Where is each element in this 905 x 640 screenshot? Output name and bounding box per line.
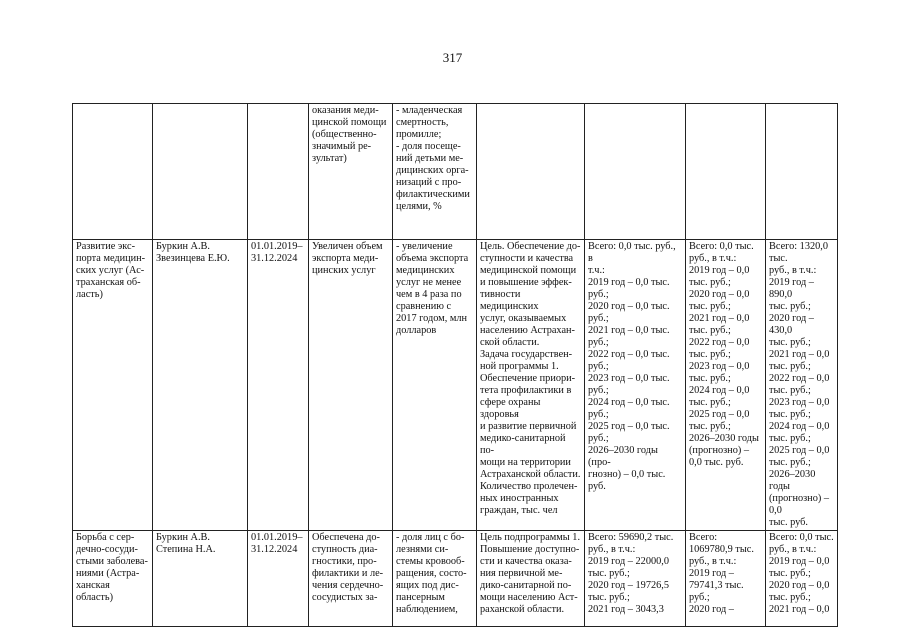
table-row xyxy=(73,104,838,240)
project-name-cell: Развитие экс- порта медицин- ских услуг (Ас- траханская об- ласть) xyxy=(73,240,153,531)
indicator-cell: - младенческая смертность, промилле; - доля посеще- ний детьми ме- дицинских орга- низаций с про- филактическими целями, % xyxy=(393,104,477,240)
period-cell: 01.01.2019– 31.12.2024 xyxy=(248,240,309,531)
project-name-cell: Борьба с сер- дечно-сосуди- стыми заболева- ниями (Астра- ханская область) xyxy=(73,531,153,627)
result-cell: оказания меди- цинской помощи (общественно- значимый ре- зультат) xyxy=(309,104,393,240)
responsible-cell xyxy=(153,104,248,240)
goal-cell: Цель подпрограммы 1. Повышение доступно- сти и качества оказа- ния первичной ме- дико-санитарной по- мощи населению Аст- раханской области. xyxy=(477,531,585,627)
goal-cell xyxy=(477,104,585,240)
funding-cell-3: Всего: 1320,0 тыс. руб., в т.ч.: 2019 год – 890,0 тыс. руб.; 2020 год – 430,0 тыс. руб.; 2021 год – 0,0 тыс. руб.; 2022 год – 0,0 тыс. руб.; 2023 год – 0,0 тыс. руб.; 2024 год – 0,0 тыс. руб.; 2025 год – 0,0 тыс. руб.; 2026–2030 годы (прогнозно) – 0,0 тыс. руб. xyxy=(766,240,838,531)
funding-cell-2: Всего: 0,0 тыс. руб., в т.ч.: 2019 год – 0,0 тыс. руб.; 2020 год – 0,0 тыс. руб.; 2021 год – 0,0 тыс. руб.; 2022 год – 0,0 тыс. руб.; 2023 год – 0,0 тыс. руб.; 2024 год – 0,0 тыс. руб.; 2025 год – 0,0 тыс. руб.; 2026–2030 годы (прогнозно) – 0,0 тыс. руб. xyxy=(686,240,766,531)
indicator-cell: - увеличение объема экспорта медицинских услуг не менее чем в 4 раза по сравнению с 2017 годом, млн долларов xyxy=(393,240,477,531)
table-row xyxy=(73,531,838,627)
result-cell: Увеличен объем экспорта меди- цинских услуг xyxy=(309,240,393,531)
funding-cell-2 xyxy=(686,104,766,240)
funding-cell-3: Всего: 0,0 тыс. руб., в т.ч.: 2019 год – 0,0 тыс. руб.; 2020 год – 0,0 тыс. руб.; 2021 год – 0,0 xyxy=(766,531,838,627)
indicator-cell: - доля лиц с бо- лезнями си- стемы кровооб- ращения, состо- ящих под дис- пансерным наблюдением, xyxy=(393,531,477,627)
funding-cell-3 xyxy=(766,104,838,240)
funding-cell-1: Всего: 59690,2 тыс. руб., в т.ч.: 2019 год – 22000,0 тыс. руб.; 2020 год – 19726,5 тыс. руб.; 2021 год – 3043,3 xyxy=(585,531,686,627)
period-cell: 01.01.2019– 31.12.2024 xyxy=(248,531,309,627)
page-number: 317 xyxy=(442,50,463,65)
result-cell: Обеспечена до- ступность диа- гностики, про- филактики и ле- чения сердечно- сосудистых за- xyxy=(309,531,393,627)
period-cell xyxy=(248,104,309,240)
responsible-cell: Буркин А.В. Звезинцева Е.Ю. xyxy=(153,240,248,531)
program-table xyxy=(72,103,838,627)
table-row xyxy=(73,240,838,531)
responsible-cell: Буркин А.В. Степина Н.А. xyxy=(153,531,248,627)
funding-cell-2: Всего: 1069780,9 тыс. руб., в т.ч.: 2019 год – 79741,3 тыс. руб.; 2020 год – xyxy=(686,531,766,627)
funding-cell-1: Всего: 0,0 тыс. руб., в т.ч.: 2019 год – 0,0 тыс. руб.; 2020 год – 0,0 тыс. руб.; 2021 год – 0,0 тыс. руб.; 2022 год – 0,0 тыс. руб.; 2023 год – 0,0 тыс. руб.; 2024 год – 0,0 тыс. руб.; 2025 год – 0,0 тыс. руб.; 2026–2030 годы (про- гнозно) – 0,0 тыс. руб. xyxy=(585,240,686,531)
funding-cell-1 xyxy=(585,104,686,240)
project-name-cell xyxy=(73,104,153,240)
goal-cell: Цель. Обеспечение до- ступности и качества медицинской помощи и повышение эффек- тивности медицинских услуг, оказываемых населению Астрахан- ской области. Задача государствен- ной программы 1. Обеспечение приори- тета профилактики в сфере охраны здоровья и развитие первичной медико-санитарной по- мощи на территории Астраханской области. Количество пролечен- ных иностранных граждан, тыс. чел xyxy=(477,240,585,531)
